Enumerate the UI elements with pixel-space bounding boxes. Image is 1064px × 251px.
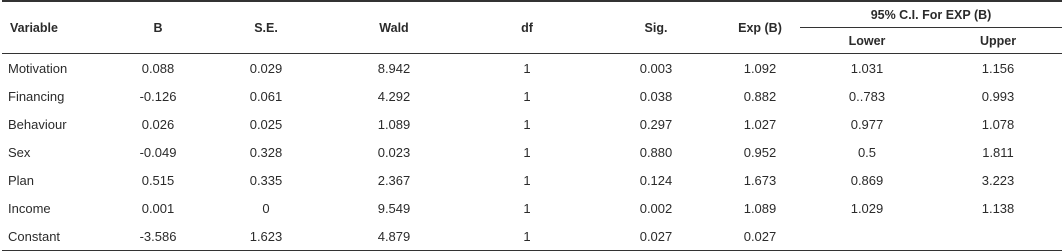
cell-wald: 8.942 xyxy=(377,60,411,76)
table-row xyxy=(2,166,1062,194)
header-expb: Exp (B) xyxy=(720,1,800,54)
cell-sig: 0.880 xyxy=(639,144,673,160)
cell-ci-upper: 1.138 xyxy=(981,200,1015,216)
cell-b: 0.001 xyxy=(141,200,175,216)
header-variable: Variable xyxy=(2,1,110,54)
cell-sig: 0.027 xyxy=(592,222,720,251)
cell-se: 0.328 xyxy=(249,144,283,160)
cell-wald: 0.023 xyxy=(377,144,411,160)
cell-se: 0.029 xyxy=(249,60,283,76)
header-b: B xyxy=(110,1,206,54)
cell-variable: Financing xyxy=(8,88,65,104)
cell-ci-lower: 1.031 xyxy=(850,60,884,76)
cell-wald: 4.879 xyxy=(326,222,462,251)
cell-se: 1.623 xyxy=(206,222,326,251)
cell-df: 1 xyxy=(523,60,531,76)
cell-expb: 0.952 xyxy=(743,144,777,160)
header-sig: Sig. xyxy=(592,1,720,54)
table-row xyxy=(2,110,1062,138)
cell-expb: 0.882 xyxy=(743,88,777,104)
cell-ci-lower: 0.5 xyxy=(857,144,877,160)
logistic-regression-table xyxy=(2,0,1062,251)
cell-wald: 9.549 xyxy=(377,200,411,216)
cell-b: -3.586 xyxy=(110,222,206,251)
cell-variable: Income xyxy=(8,200,51,216)
cell-variable: Motivation xyxy=(8,60,68,76)
cell-ci-lower: 0.977 xyxy=(850,116,884,132)
table-row xyxy=(2,138,1062,166)
header-upper: Upper xyxy=(934,28,1062,54)
cell-se: 0.335 xyxy=(249,172,283,188)
cell-se: 0.025 xyxy=(249,116,283,132)
cell-se: 0 xyxy=(262,200,270,216)
header-lower: Lower xyxy=(800,28,934,54)
cell-expb: 0.027 xyxy=(720,222,800,251)
table-row xyxy=(2,222,1062,251)
header-ci-group: 95% C.I. For EXP (B) xyxy=(800,1,1062,28)
cell-ci-lower: 1.029 xyxy=(850,200,884,216)
cell-b: 0.088 xyxy=(141,60,175,76)
cell-expb: 1.673 xyxy=(743,172,777,188)
cell-wald: 4.292 xyxy=(377,88,411,104)
cell-ci-lower: 0.869 xyxy=(850,172,884,188)
header-row-top xyxy=(2,1,1062,28)
table-row xyxy=(2,54,1062,83)
cell-b: -0.049 xyxy=(139,144,177,160)
cell-ci-upper: 0.993 xyxy=(981,88,1015,104)
cell-ci-upper: 1.811 xyxy=(982,144,1014,160)
cell-expb: 1.092 xyxy=(743,60,777,76)
cell-ci-upper: 1.078 xyxy=(981,116,1015,132)
cell-b: -0.126 xyxy=(139,88,177,104)
header-wald: Wald xyxy=(326,1,462,54)
header-df: df xyxy=(462,1,592,54)
cell-wald: 2.367 xyxy=(377,172,411,188)
cell-sig: 0.038 xyxy=(639,88,673,104)
cell-ci-lower: 0..783 xyxy=(848,88,886,104)
cell-sig: 0.124 xyxy=(639,172,673,188)
cell-sig: 0.002 xyxy=(639,200,673,216)
cell-df: 1 xyxy=(523,172,531,188)
table-body xyxy=(2,54,1062,251)
cell-se: 0.061 xyxy=(249,88,283,104)
regression-table-container xyxy=(2,0,1062,250)
cell-ci-upper xyxy=(934,222,1062,251)
cell-expb: 1.027 xyxy=(743,116,777,132)
table-row xyxy=(2,194,1062,222)
header-se: S.E. xyxy=(206,1,326,54)
cell-sig: 0.003 xyxy=(639,60,673,76)
cell-variable: Plan xyxy=(8,172,35,188)
cell-wald: 1.089 xyxy=(377,116,411,132)
cell-df: 1 xyxy=(523,200,531,216)
table-row xyxy=(2,82,1062,110)
cell-variable: Sex xyxy=(8,144,31,160)
cell-df: 1 xyxy=(462,222,592,251)
cell-ci-upper: 1.156 xyxy=(981,60,1015,76)
cell-b: 0.026 xyxy=(141,116,175,132)
cell-variable: Behaviour xyxy=(8,116,67,132)
cell-sig: 0.297 xyxy=(639,116,673,132)
cell-df: 1 xyxy=(523,144,531,160)
cell-df: 1 xyxy=(523,116,531,132)
cell-variable: Constant xyxy=(2,222,110,251)
cell-df: 1 xyxy=(523,88,531,104)
cell-ci-upper: 3.223 xyxy=(981,172,1015,188)
cell-b: 0.515 xyxy=(141,172,175,188)
cell-ci-lower xyxy=(800,222,934,251)
cell-expb: 1.089 xyxy=(743,200,777,216)
